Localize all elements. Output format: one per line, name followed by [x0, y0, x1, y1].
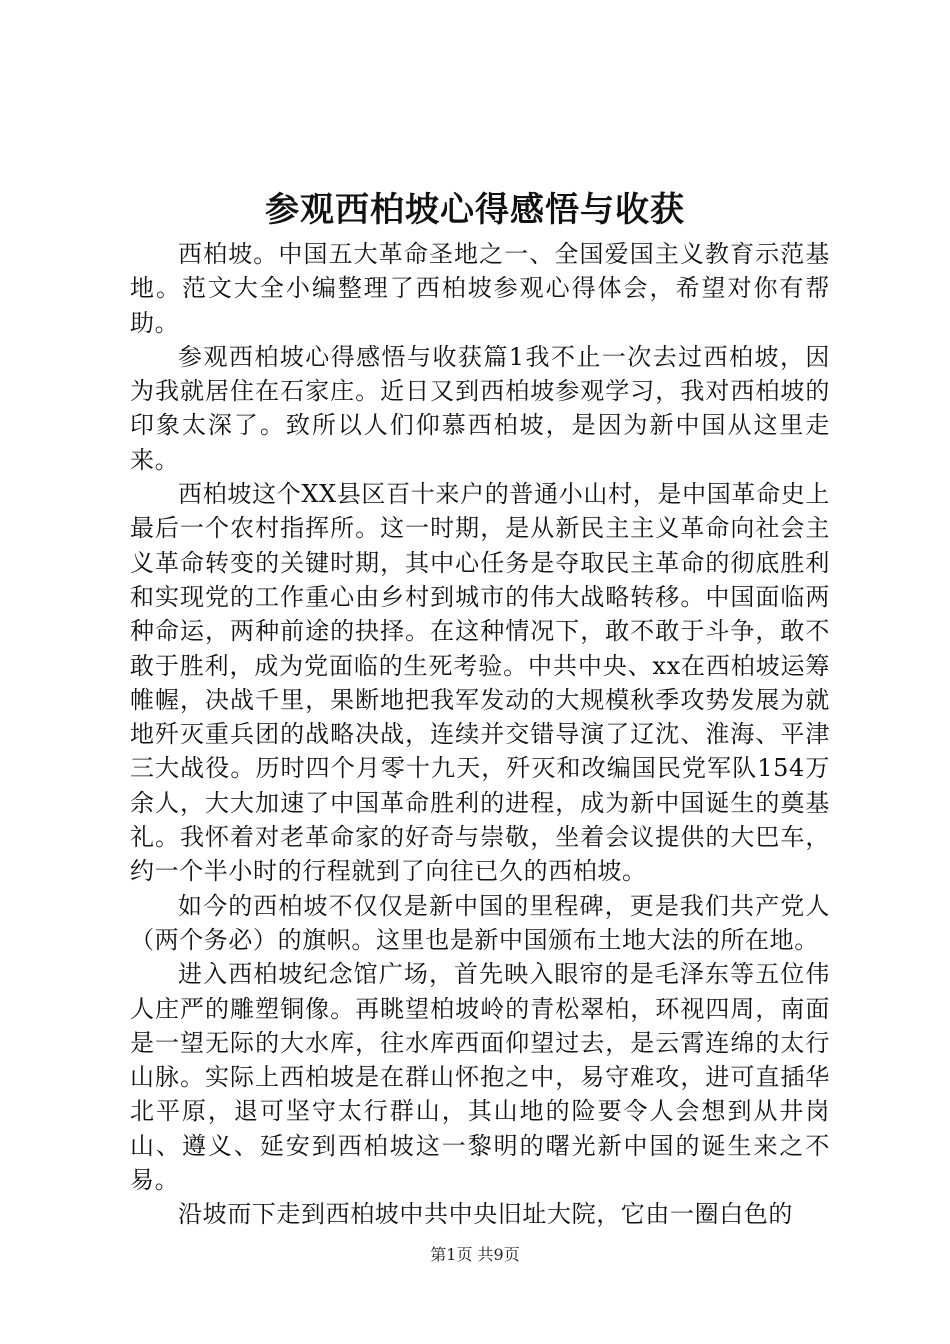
paragraph-4: 进入西柏坡纪念馆广场，首先映入眼帘的是毛泽东等五位伟人庄严的雕塑铜像。再眺望柏坡岭的青松翠柏，环视四周，南面是一望无际的大水库，往水库西面仰望过去，是云霄连绵的太行山脉。实际上西柏坡是在群山怀抱之中，易守难攻，进可直插华北平原，退可坚守太行群山，其山地的险要令人会想到从井岗山、遵义、延安到西柏坡这一黎明的曙光新中国的诞生来之不易。 [130, 960, 830, 1195]
document-title: 参观西柏坡心得感悟与收获 [265, 190, 685, 230]
paragraph-5: 沿坡而下走到西柏坡中共中央旧址大院，它由一圈白色的 [178, 1200, 793, 1229]
paragraph-3: 如今的西柏坡不仅仅是新中国的里程碑，更是我们共产党人（两个务必）的旗帜。这里也是新中国颁布土地大法的所在地。 [130, 891, 830, 954]
page-footer: 第1页 共9页 [430, 1245, 520, 1264]
document-body [130, 237, 830, 1232]
paragraph-1: 参观西柏坡心得感悟与收获篇1我不止一次去过西柏坡，因为我就居住在石家庄。近日又到西柏坡参观学习，我对西柏坡的印象太深了。致所以人们仰慕西柏坡，是因为新中国从这里走来。 [130, 342, 830, 474]
paragraph-intro: 西柏坡。中国五大革命圣地之一、全国爱国主义教育示范基地。范文大全小编整理了西柏坡参观心得体会，希望对你有帮助。 [130, 240, 830, 337]
paragraph-2: 西柏坡这个XX县区百十来户的普通小山村，是中国革命史上最后一个农村指挥所。这一时期，是从新民主主义革命向社会主义革命转变的关键时期，其中心任务是夺取民主革命的彻底胜利和实现党的工作重心由乡村到城市的伟大战略转移。中国面临两种命运，两种前途的抉择。在这种情况下，敢不敢于斗争，敢不敢于胜利，成为党面临的生死考验。中共中央、xx在西柏坡运筹帷幄，决战千里，果断地把我军发动的大规模秋季攻势发展为就地歼灭重兵团的战略决战，连续并交错导演了辽沈、淮海、平津三大战役。历时四个月零十九天，歼灭和改编国民党军队154万余人，大大加速了中国革命胜利的进程，成为新中国诞生的奠基礼。我怀着对老革命家的好奇与崇敬，坐着会议提供的大巴车，约一个半小时的行程就到了向往已久的西柏坡。 [130, 480, 830, 886]
